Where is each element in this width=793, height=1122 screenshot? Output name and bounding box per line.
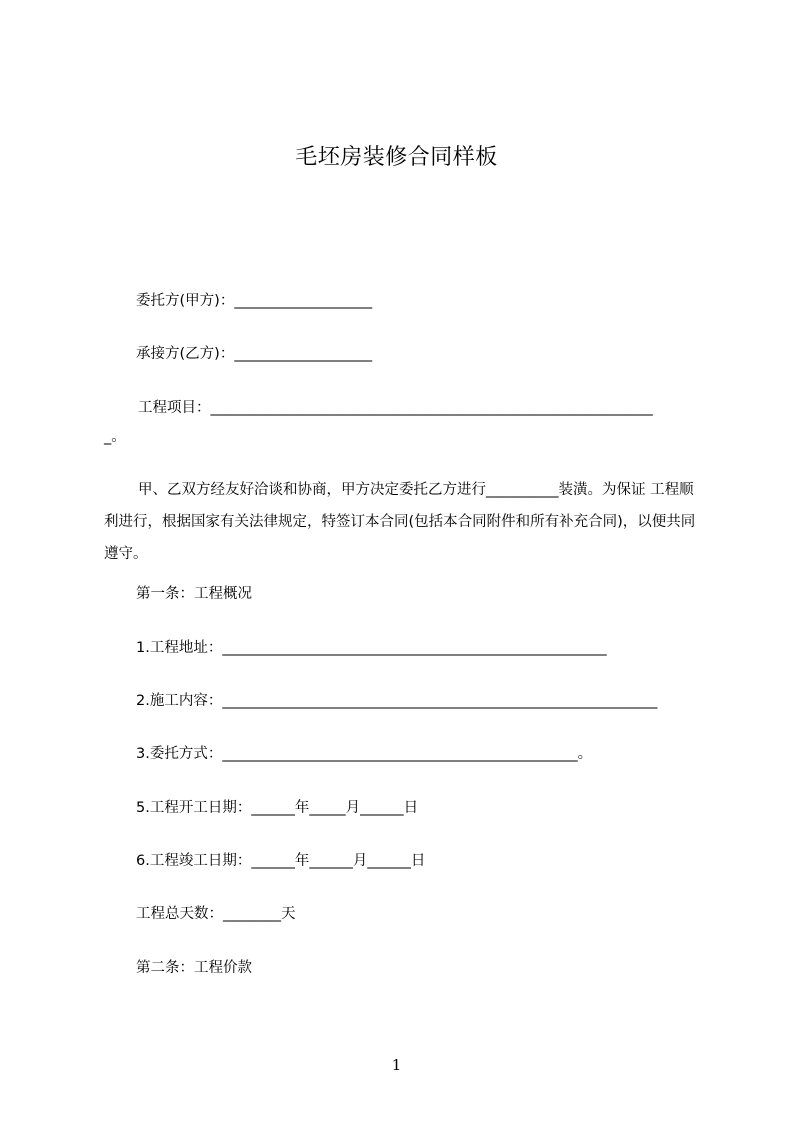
method-line: 3.委托方式：_________________________________________________。 bbox=[136, 746, 593, 762]
intro-text: 甲、乙双方经友好洽谈和协商，甲方决定委托乙方进行__________装潢。为保证 工程顺利进行，根据国家有关法律规定，特签订本合同(包括本合同附件和所有补充合同)，以便共同遵守。 bbox=[104, 482, 696, 562]
contractor-line: 承接方(乙方)：___________________ bbox=[136, 346, 373, 362]
document-title: 毛坯房装修合同样板 bbox=[295, 145, 498, 170]
project-line-continued: _。 bbox=[104, 429, 126, 445]
total-days-line: 工程总天数：________天 bbox=[136, 906, 296, 922]
page-number: 1 bbox=[391, 1056, 402, 1074]
project-line: 工程项目：_____________________________________________________________ bbox=[138, 400, 653, 416]
address-line: 1.工程地址：_____________________________________________________ bbox=[136, 640, 607, 656]
article-2-heading: 第二条：工程价款 bbox=[136, 960, 252, 976]
article-1-heading: 第一条：工程概况 bbox=[136, 586, 252, 602]
client-line: 委托方(甲方)：___________________ bbox=[136, 293, 373, 309]
end-date-line: 6.工程竣工日期：______年______月______日 bbox=[136, 853, 426, 869]
content-line: 2.施工内容：____________________________________________________________ bbox=[136, 693, 658, 709]
start-date-line: 5.工程开工日期：______年_____月______日 bbox=[136, 800, 419, 816]
intro-paragraph bbox=[104, 474, 704, 570]
